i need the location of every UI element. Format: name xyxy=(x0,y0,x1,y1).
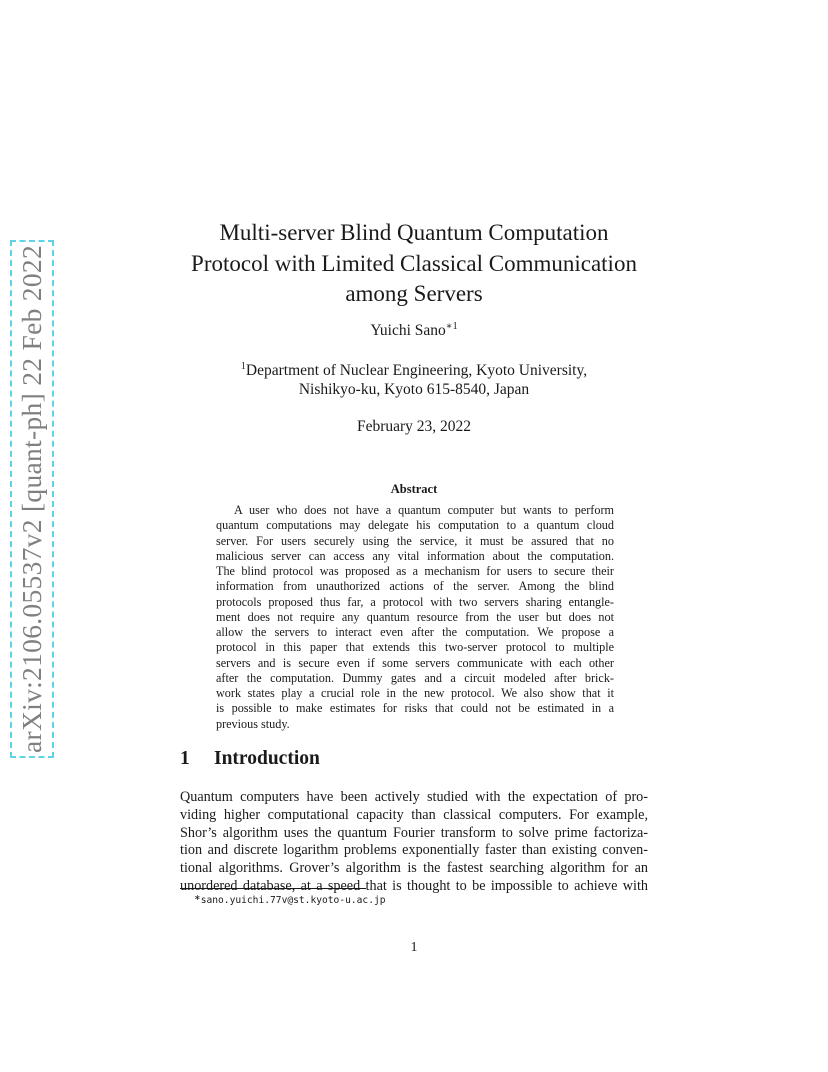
abstract-line: protocols proposed thus far, a protocol with two servers sharing entangle- xyxy=(216,594,614,609)
title-line: among Servers xyxy=(345,281,483,306)
section-number: 1 xyxy=(180,748,190,769)
intro-line: viding higher computational capacity than classical computers. For example, xyxy=(180,806,648,823)
arxiv-identifier[interactable]: arXiv:2106.05537v2 [quant-ph] 22 Feb 2022 xyxy=(16,245,47,753)
title-line: Multi-server Blind Quantum Computation xyxy=(219,220,609,245)
abstract-body xyxy=(216,503,614,732)
affiliation-mark: 1 xyxy=(240,361,246,372)
footnote-email[interactable]: sano.yuichi.77v@st.kyoto-u.ac.jp xyxy=(200,895,386,906)
title-line: Protocol with Limited Classical Communication xyxy=(191,250,637,276)
intro-line: unordered database, at a speed that is thought to be impossible to achieve with xyxy=(180,877,648,894)
abstract-line: quantum computations may delegate his computation to a quantum cloud xyxy=(216,518,614,533)
author-marks: ∗1 xyxy=(445,321,458,332)
section-title: Introduction xyxy=(214,748,320,769)
abstract-line: after the computation. Dummy gates and a circuit modeled after brick- xyxy=(216,670,614,685)
footnote-rule xyxy=(180,888,366,889)
page-number: 1 xyxy=(410,940,418,955)
abstract-line: allow the servers to interact even after the computation. We propose a xyxy=(216,625,614,639)
abstract-line: previous study. xyxy=(216,716,290,731)
intro-line: Quantum computers have been actively studied with the expectation of pro- xyxy=(180,789,648,805)
intro-line: tional algorithms. Grover’s algorithm is the fastest searching algorithm for an xyxy=(180,860,648,877)
footnote xyxy=(194,893,386,906)
abstract-heading: Abstract xyxy=(390,482,438,496)
affiliation-line-2: Nishikyo-ku, Kyoto 615-8540, Japan xyxy=(298,381,530,398)
paper-title xyxy=(150,218,678,310)
abstract-line: protocol in this paper that extends this two-server protocol to multiple xyxy=(216,640,614,655)
abstract-line: server. For users securely using the service, it must be assured that no xyxy=(216,533,614,548)
affiliation xyxy=(150,357,678,399)
abstract-line: is possible to make estimates for risks that could not be estimated in a xyxy=(216,701,614,716)
author xyxy=(150,321,678,340)
abstract-line: servers and is secure even if some servers communicate with each other xyxy=(216,655,614,670)
introduction-body xyxy=(180,789,648,896)
section-heading xyxy=(180,748,320,770)
abstract-line: information from unauthorized actions of the server. Among the blind xyxy=(216,579,614,594)
abstract-line: malicious server can access any vital information about the computation. xyxy=(216,548,614,563)
intro-line: Shor’s algorithm uses the quantum Fourier transform to solve prime factoriza- xyxy=(180,824,648,841)
affiliation-line-1: Department of Nuclear Engineering, Kyoto University, xyxy=(245,362,588,379)
abstract-line: The blind protocol was proposed as a mechanism for users to secure their xyxy=(216,564,614,578)
abstract-line: A user who does not have a quantum computer but wants to perform xyxy=(234,503,614,517)
author-name: Yuichi Sano xyxy=(370,322,446,339)
abstract-line: work states play a crucial role in the new protocol. We also show that it xyxy=(216,686,614,700)
abstract-line: ment does not require any quantum resource from the user but does not xyxy=(216,609,614,624)
footnote-mark: ∗ xyxy=(194,893,201,902)
intro-line: tion and discrete logarithm problems exponentially faster than existing conven- xyxy=(180,842,648,859)
paper-date: February 23, 2022 xyxy=(356,418,472,435)
